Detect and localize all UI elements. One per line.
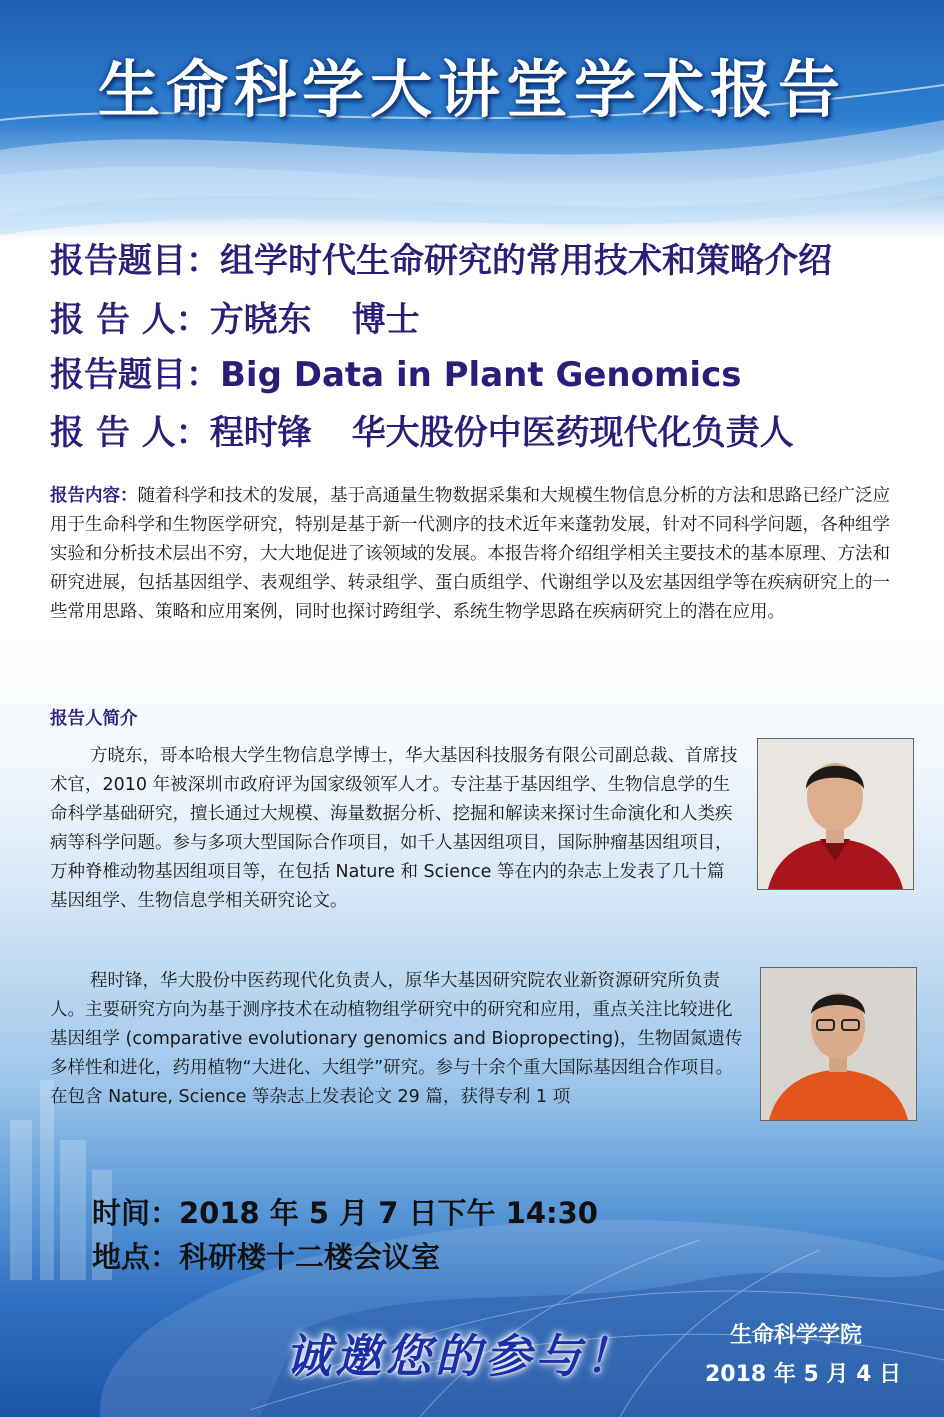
talk-1-speaker: 方晓东 bbox=[209, 300, 312, 340]
talk-2-topic: Big Data in Plant Genomics bbox=[220, 355, 742, 395]
speaker-label: 报 告 人： bbox=[50, 300, 210, 340]
talk-1-topic-line bbox=[50, 233, 832, 282]
event-place: 地点：科研楼十二楼会议室 bbox=[92, 1240, 441, 1274]
header-wave-decoration bbox=[0, 0, 944, 260]
speaker-1-bio: 方晓东，哥本哈根大学生物信息学博士，华大基因科技服务有限公司副总裁、首席技术官，2010 年被深圳市政府评为国家级领军人才。专注基于基因组学、生物信息学的生命科学基础研究，擅长通过大规模、海量数据分析、挖掘和解读来探讨生命演化和人类疾病等科学问题。参与多项大型国际合作项目，如千人基因组项目，国际肿瘤基因组项目，万种脊椎动物基因组项目等，在包括 Nature 和 Science 等在内的杂志上发表了几十篇基因组学、生物信息学相关研究论文。 bbox=[50, 746, 738, 911]
report-content-label: 报告内容： bbox=[50, 486, 138, 506]
talk-1-speaker-title: 博士 bbox=[351, 300, 420, 340]
invitation-slogan: 诚邀您的参与！ bbox=[285, 1329, 635, 1383]
speaker-label: 报 告 人： bbox=[50, 413, 210, 453]
organizer-name: 生命科学学院 bbox=[730, 1323, 863, 1348]
speaker-bio-heading: 报告人简介 bbox=[50, 709, 138, 729]
talk-2-topic-line bbox=[50, 347, 741, 396]
talk-1-speaker-line bbox=[50, 292, 420, 341]
talk-2-speaker: 程时锋 bbox=[209, 413, 312, 453]
report-content-text: 随着科学和技术的发展，基于高通量生物数据采集和大规模生物信息分析的方法和思路已经广泛应用于生命科学和生物医学研究，特别是基于新一代测序的技术近年来蓬勃发展，针对不同科学问题，各种组学实验和分析技术层出不穷，大大地促进了该领域的发展。本报告将介绍组学相关主要技术的基本原理、方法和研究进展，包括基因组学、表观组学、转录组学、蛋白质组学、代谢组学以及宏基因组学等在疾病研究上的一些常用思路、策略和应用案例，同时也探讨跨组学、系统生物学思路在疾病研究上的潜在应用。 bbox=[50, 486, 890, 622]
talk-2-speaker-line bbox=[50, 405, 794, 454]
speaker-2-photo bbox=[760, 967, 917, 1121]
speaker-1-photo bbox=[757, 738, 914, 890]
speaker-2-bio: 程时锋，华大股份中医药现代化负责人，原华大基因研究院农业新资源研究所负责人。主要研究方向为基于测序技术在动植物组学研究中的研究和应用，重点关注比较进化基因组学 (comparative evolutionary genomics and Biopropecting)，生物固氮遗传多样性和进化，药用植物“大进化、大组学”研究。参与十余个重大国际基因组合作项目。在包含 Nature, Science 等杂志上发表论文 29 篇，获得专利 1 项 bbox=[50, 971, 743, 1107]
talk-2-speaker-title: 华大股份中医药现代化负责人 bbox=[351, 413, 794, 453]
talk-1-topic: 组学时代生命研究的常用技术和策略介绍 bbox=[220, 241, 832, 281]
report-content-paragraph bbox=[50, 482, 902, 627]
issue-date: 2018 年 5 月 4 日 bbox=[705, 1362, 902, 1387]
event-time: 时间：2018 年 5 月 7 日下午 14:30 bbox=[92, 1196, 598, 1230]
topic-label: 报告题目： bbox=[50, 355, 220, 395]
topic-label: 报告题目： bbox=[50, 241, 220, 281]
poster-title: 生命科学大讲堂学术报告 bbox=[97, 53, 846, 126]
